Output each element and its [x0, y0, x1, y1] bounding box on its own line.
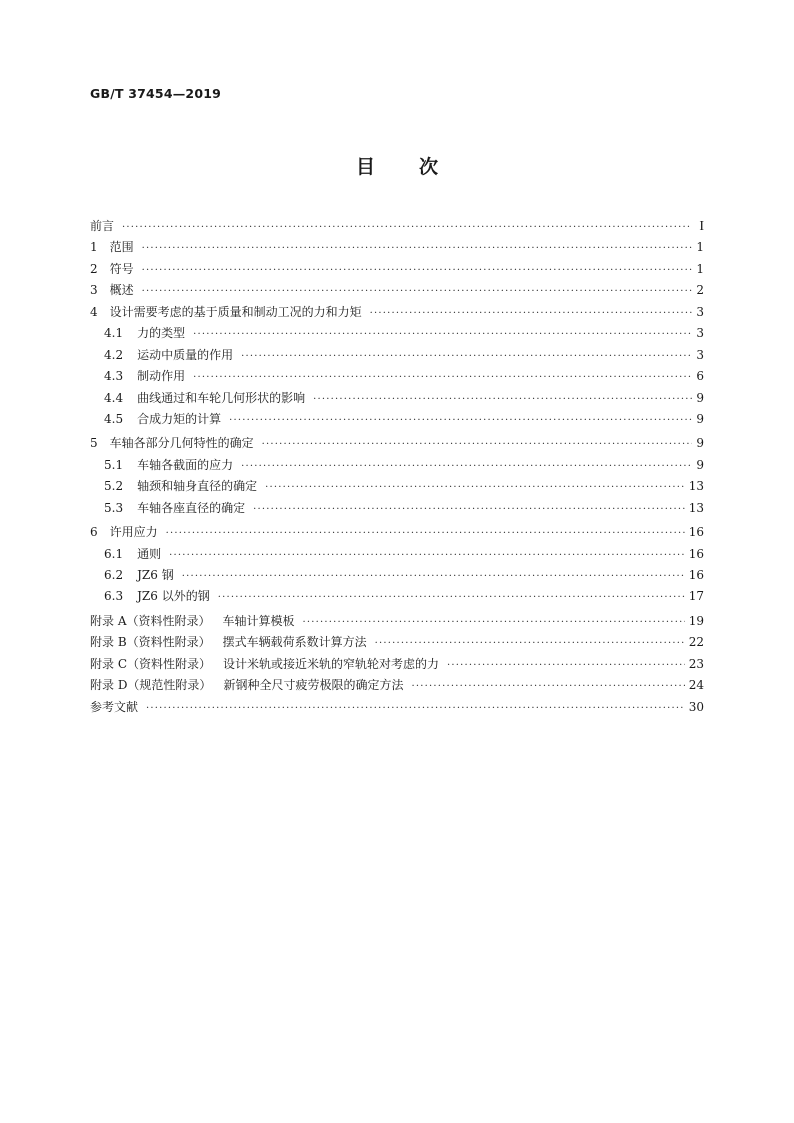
toc-entry-number: 4.3 [104, 369, 124, 384]
toc-dot-leader [411, 676, 684, 697]
toc-entry[interactable] [90, 476, 704, 497]
toc-page-number: 13 [688, 500, 704, 515]
toc-dot-leader [193, 324, 692, 345]
toc-entry-label: 运动中质量的作用 [137, 347, 234, 362]
toc-entry[interactable] [90, 409, 704, 430]
toc-dot-leader [447, 655, 685, 676]
toc-dot-leader [241, 456, 692, 477]
toc-entry[interactable] [90, 259, 704, 280]
toc-entry[interactable] [90, 586, 704, 607]
toc-entry-number: 附录 A（资料性附录） [90, 613, 211, 628]
toc-page-number: 1 [696, 240, 704, 255]
toc-dot-leader [313, 389, 692, 410]
toc-entry-number: 5.3 [104, 500, 124, 515]
toc-entry[interactable] [90, 388, 704, 409]
toc-entry[interactable] [90, 433, 704, 454]
toc-entry-number: 4.4 [104, 390, 124, 405]
toc-entry-label: 概述 [109, 283, 134, 298]
toc-entry-number: 附录 D（规范性附录） [90, 678, 212, 693]
toc-entry[interactable] [90, 498, 704, 519]
toc-page-number: 16 [688, 568, 704, 582]
toc-entry-label: 制动作用 [137, 369, 186, 384]
toc-entry-label: 合成力矩的计算 [137, 411, 222, 426]
toc-page-number: I [699, 219, 704, 234]
toc-dot-leader [142, 260, 692, 281]
toc-dot-leader [142, 238, 692, 259]
toc-entry-number: 6.3 [104, 589, 124, 604]
table-of-contents [90, 216, 704, 718]
toc-entry-number: 4 [90, 304, 98, 319]
toc-entry-label: 摆式车辆载荷系数计算方法 [222, 635, 367, 650]
toc-page-number: 9 [696, 411, 704, 426]
toc-entry-label: 力的类型 [137, 326, 186, 341]
toc-entry[interactable] [90, 216, 704, 237]
toc-entry-label: 前言 [90, 219, 115, 233]
toc-page-number: 16 [688, 546, 704, 561]
toc-entry-label: 符号 [109, 261, 134, 276]
toc-entry-number: 1 [90, 240, 98, 255]
toc-dot-leader [262, 434, 692, 455]
toc-entry[interactable] [90, 544, 704, 565]
toc-dot-leader [370, 303, 692, 324]
toc-dot-leader [253, 499, 685, 520]
toc-dot-leader [166, 523, 685, 544]
toc-entry-label: 新钢种全尺寸疲劳极限的确定方法 [223, 678, 404, 693]
toc-page-number: 23 [688, 656, 704, 671]
toc-entry-label: 通则 [137, 546, 162, 561]
toc-entry-label: 车轴计算模板 [222, 613, 295, 628]
toc-entry-label: JZ6 以外的钢 [137, 589, 210, 604]
toc-entry-number: 4.5 [104, 411, 124, 426]
toc-dot-leader [142, 281, 692, 302]
toc-page-number: 1 [696, 261, 704, 276]
standard-code: GB/T 37454—2019 [90, 86, 222, 101]
toc-entry-number: 5.2 [104, 479, 124, 494]
toc-entry[interactable] [90, 345, 704, 366]
toc-dot-leader [218, 587, 685, 608]
toc-dot-leader [122, 217, 692, 238]
toc-entry[interactable] [90, 237, 704, 258]
toc-dot-leader [303, 612, 685, 633]
toc-entry-number: 4.2 [104, 347, 124, 362]
toc-entry-label: 车轴各部分几何特性的确定 [109, 436, 254, 451]
toc-entry[interactable] [90, 565, 704, 586]
toc-entry-number: 5 [90, 436, 98, 451]
page-title: 目次 [355, 156, 482, 178]
toc-page-number: 9 [696, 457, 704, 472]
toc-dot-leader [241, 346, 692, 367]
toc-page-number: 17 [688, 589, 704, 604]
toc-dot-leader [182, 566, 685, 587]
toc-entry[interactable] [90, 280, 704, 301]
toc-entry-number: 2 [90, 261, 98, 276]
toc-page-number: 9 [696, 436, 704, 451]
toc-page-number: 16 [688, 525, 704, 540]
toc-entry[interactable] [90, 302, 704, 323]
toc-page-number: 22 [688, 635, 704, 650]
toc-entry[interactable] [90, 632, 704, 653]
toc-entry[interactable] [90, 455, 704, 476]
toc-page-number: 3 [696, 304, 704, 319]
toc-entry[interactable] [90, 323, 704, 344]
toc-entry[interactable] [90, 611, 704, 632]
toc-page-number: 24 [688, 678, 704, 693]
toc-page-number: 30 [688, 699, 704, 714]
toc-entry-label: 设计米轨或接近米轨的窄轨轮对考虑的力 [223, 656, 440, 671]
toc-entry-label: 设计需要考虑的基于质量和制动工况的力和力矩 [109, 304, 362, 319]
toc-dot-leader [265, 477, 685, 498]
toc-dot-leader [193, 367, 692, 388]
toc-dot-leader [375, 633, 685, 654]
toc-page-number: 6 [696, 369, 704, 384]
toc-entry[interactable] [90, 366, 704, 387]
toc-page-number: 2 [696, 283, 704, 298]
toc-entry[interactable] [90, 697, 704, 718]
toc-entry[interactable] [90, 675, 704, 696]
toc-page-number: 13 [688, 479, 704, 494]
toc-entry-number: 4.1 [104, 326, 124, 341]
toc-entry-label: 轴颈和轴身直径的确定 [137, 479, 258, 494]
toc-entry-label: 范围 [109, 240, 134, 255]
toc-page-number: 9 [696, 390, 704, 405]
toc-entry-number: 6.1 [104, 546, 124, 561]
toc-entry-label: JZ6 钢 [137, 568, 174, 582]
toc-entry-number: 5.1 [104, 457, 124, 472]
toc-page-number: 19 [688, 613, 704, 628]
toc-entry-number: 附录 C（资料性附录） [90, 656, 211, 671]
toc-entry-label: 车轴各截面的应力 [137, 457, 234, 472]
toc-entry-number: 附录 B（资料性附录） [90, 635, 211, 650]
toc-entry[interactable] [90, 654, 704, 675]
toc-entry-number: 6.2 [104, 568, 124, 582]
toc-entry-label: 许用应力 [109, 525, 158, 540]
toc-entry-label: 车轴各座直径的确定 [137, 500, 246, 515]
toc-dot-leader [169, 545, 685, 566]
toc-entry-label: 参考文献 [90, 699, 139, 714]
toc-entry[interactable] [90, 522, 704, 543]
toc-entry-number: 3 [90, 283, 98, 298]
toc-entry-number: 6 [90, 525, 98, 540]
toc-page-number: 3 [696, 326, 704, 341]
toc-dot-leader [146, 698, 685, 719]
toc-page-number: 3 [696, 347, 704, 362]
toc-entry-label: 曲线通过和车轮几何形状的影响 [137, 390, 306, 405]
toc-dot-leader [229, 410, 692, 431]
